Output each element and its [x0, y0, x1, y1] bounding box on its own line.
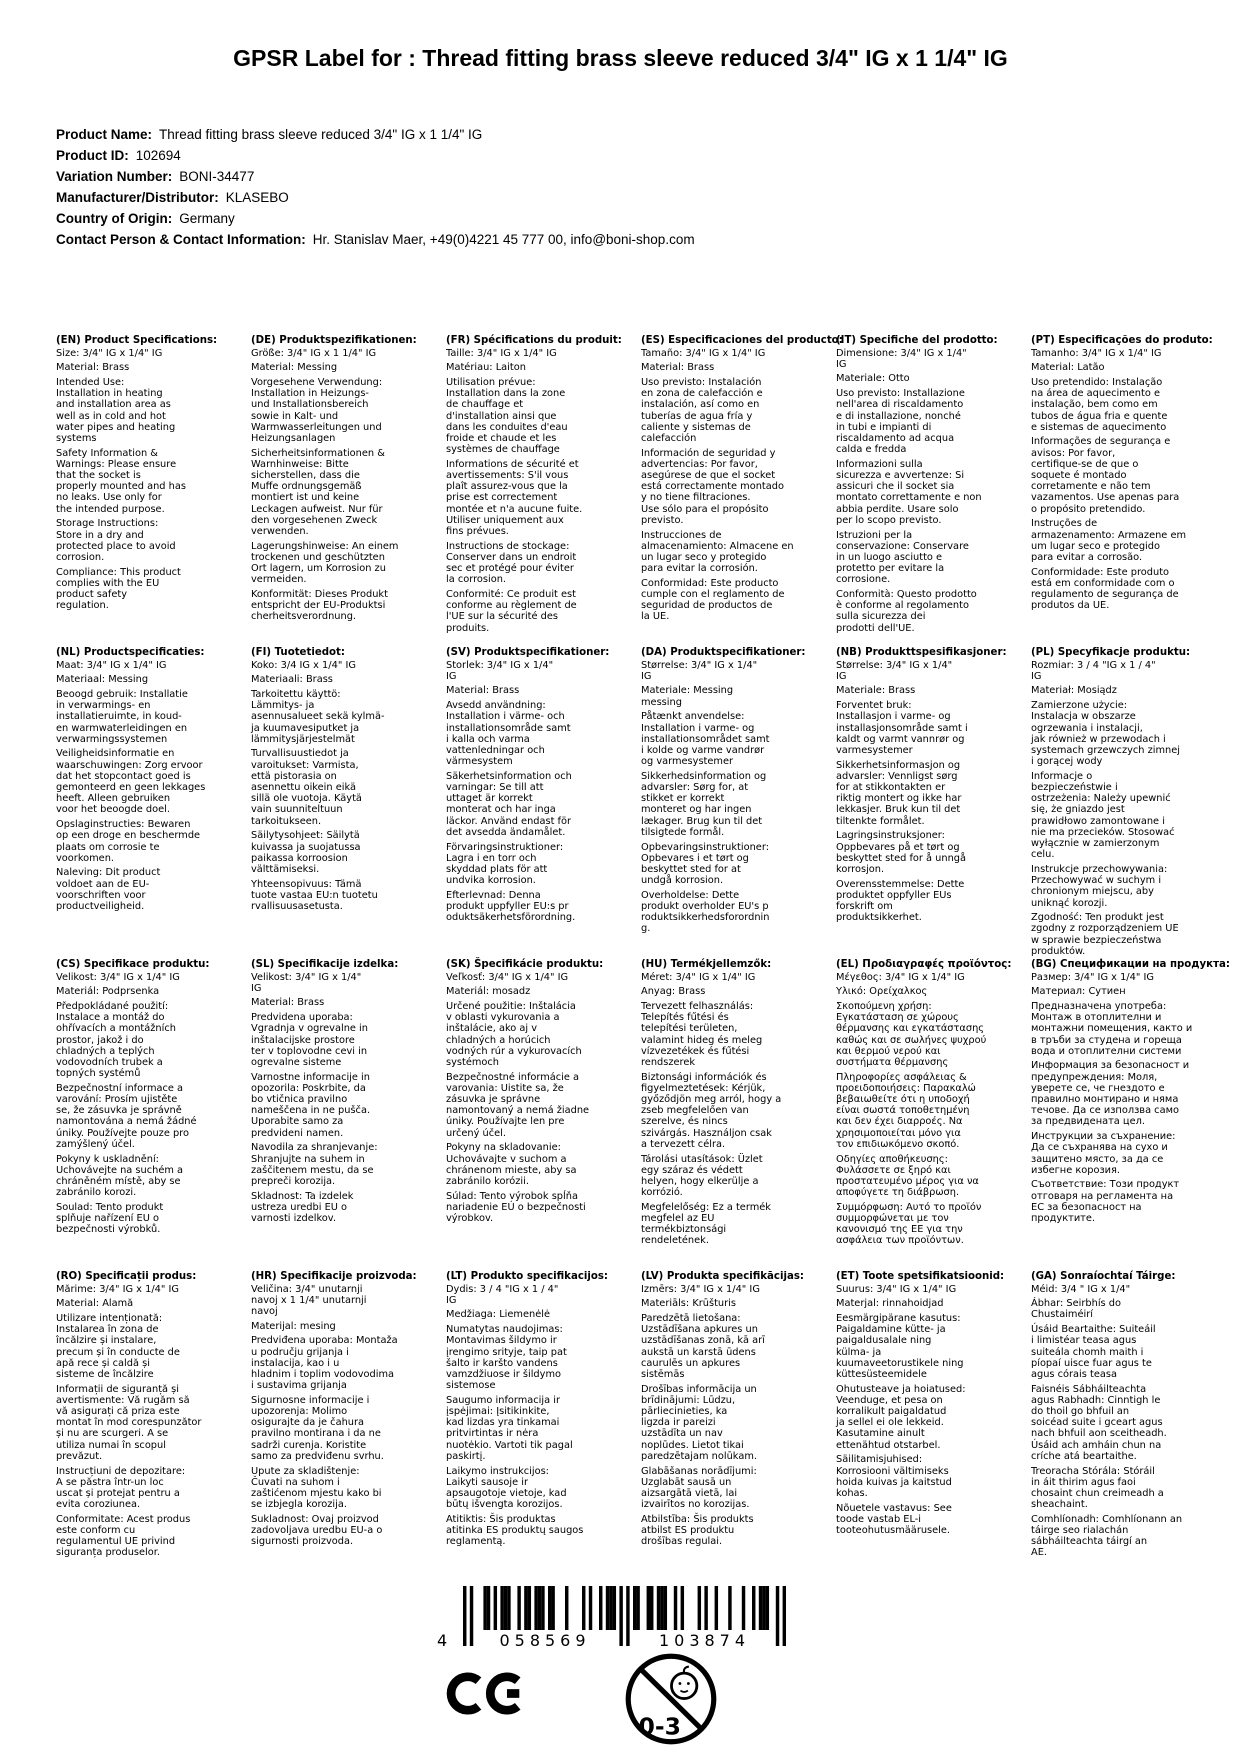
spec-paragraph: Izmērs: 3/4" IG x 1/4" IG	[641, 1283, 760, 1295]
language-specifications-grid	[56, 335, 1230, 1583]
spec-paragraph: Veličina: 3/4" unutarnji navoj x 1 1/4" unutarnji navoj	[251, 1283, 367, 1317]
spec-paragraph: Material: Brass	[446, 685, 520, 697]
spec-paragraph: Beoogd gebruik: Installatie in verwarmings- en installatieruimte, in koud- en warmwaterleidingen en verwarmingssystemen	[56, 688, 188, 745]
spec-paragraph: Treoracha Stórála: Stóráil in áit thirim agus faoi chosaint chun creimeadh a sheachaint.	[1031, 1465, 1164, 1511]
spec-paragraph: Istruzioni per la conservazione: Conservare in un luogo asciutto e protetto per evitare la corrosione.	[836, 529, 969, 586]
lang-block-heading: (NL) Productspecificaties:	[56, 647, 205, 658]
spec-paragraph: Saugumo informacija ir įspėjimai: Įsitikinkite, kad lizdas yra tinkamai pritvirtintas ir nėra nuotėkio. Vartoti tik pagal paskirtį.	[446, 1394, 573, 1462]
lang-block-heading: (ET) Toote spetsifikatsioonid:	[836, 1271, 1005, 1282]
spec-paragraph: Materiale: Messing messing	[641, 685, 734, 708]
lang-block-heading: (EL) Προδιαγραφές προϊόντος:	[836, 959, 1012, 970]
spec-paragraph: Pokyny k uskladnění: Uchovávejte na suchém a chráněném místě, aby se zabránilo korozi.	[56, 1153, 184, 1199]
product-info-value: BONI-34477	[179, 169, 255, 184]
spec-paragraph: Informazioni sulla sicurezza e avvertenze: Si assicuri che il socket sia montato correttamente e non abbia perdite. Usare solo per lo scopo previsto.	[836, 458, 982, 526]
spec-paragraph: Conformidade: Este produto está em conformidade com o regulamento de segurança de produtos da UE.	[1031, 566, 1179, 612]
spec-paragraph: Faisnéis Sábháilteachta agus Rabhadh: Cinntigh le do thoil go bhfuil an soicéad suite i gceart agus nach bhfuil aon sceitheadh. Úsáid ach amháin chun na críche atá beartaithe.	[1031, 1383, 1167, 1462]
ce-mark-icon	[446, 1670, 536, 1717]
lang-block-hr	[251, 1271, 429, 1583]
spec-paragraph: Bezpečnostné informácie a varovania: Uistite sa, že zásuvka je správne namontovaný a nemá žiadne úniky. Používajte len pre určený účel.	[446, 1071, 590, 1139]
spec-paragraph: Ohutusteave ja hoiatused: Veenduge, et pesa on korralikult paigaldatud ja sellel ei ole lekkeid. Kasutamine ainult ettenähtud otstarbel.	[836, 1383, 966, 1451]
spec-paragraph: Conformidad: Este producto cumple con el reglamento de seguridad de productos de la UE.	[641, 577, 785, 623]
spec-paragraph: Förvaringsinstruktioner: Lagra i en torr och skyddad plats för att undvika korrosion.	[446, 841, 564, 887]
lang-block-da	[641, 647, 819, 959]
spec-paragraph: Instrukcje przechowywania: Przechowywać w suchym i chronionym miejscu, aby uniknąć korozji.	[1031, 863, 1168, 909]
spec-paragraph: Οδηγίες αποθήκευσης: Φυλάσσετε σε ξηρό και προστατευμένο μέρος για να αποφύγετε τη διάβρωση.	[836, 1153, 979, 1199]
spec-paragraph: Инструкции за съхранение: Да се съхранява на сухо и защитено място, за да се избегне корозия.	[1031, 1131, 1176, 1176]
lang-block-sl	[251, 959, 429, 1271]
spec-paragraph: Avsedd användning: Installation i värme- och installationsområde samt i kalla och varma vattenledningar och värmesystem	[446, 700, 571, 768]
spec-paragraph: Informações de segurança e avisos: Por favor, certifique-se de que o soquete é montado corretamente e não tem vazamentos. Use apenas para o propósito pretendido.	[1031, 436, 1180, 515]
lang-block-ro	[56, 1271, 234, 1583]
spec-paragraph: Nõuetele vastavus: See toode vastab EL-i tooteohutusmäärusele.	[836, 1502, 952, 1537]
spec-paragraph: Overholdelse: Dette produkt overholder EU's p roduktsikkerhedsforordnin g.	[641, 889, 770, 935]
spec-paragraph: Информация за безопасност и предупреждения: Моля, уверете се, че гнездото е правилно монтирано и няма течове. Да се използва само за предвидената цел.	[1031, 1060, 1190, 1128]
product-info-row	[56, 166, 1241, 187]
spec-paragraph: Sikkerhedsinformation og advarsler: Sørg for, at stikket er korrekt monteret og har ingen lækager. Brug kun til det tilsigtede formål.	[641, 770, 767, 838]
spec-paragraph: Opslaginstructies: Bewaren op een droge en beschermde plaats om corrosie te voorkomen.	[56, 819, 201, 864]
spec-paragraph: Materiál: Podprsenka	[56, 986, 160, 998]
spec-paragraph: Material: Messing	[251, 362, 338, 374]
spec-paragraph: Utilisation prévue: Installation dans la zone de chauffage et d'installation ainsi que dans les conduites d'eau froide et chaude et les systèmes de chauffage	[446, 376, 568, 456]
spec-paragraph: Instrucțiuni de depozitare: A se păstra într-un loc uscat și protejat pentru a evita coroziunea.	[56, 1465, 186, 1511]
age-warning-0-3-icon	[624, 1652, 718, 1746]
spec-paragraph: Material: Latão	[1031, 362, 1105, 374]
lang-block-heading: (DE) Produktspezifikationen:	[251, 335, 417, 346]
lang-block-heading: (HR) Specifikacije proizvoda:	[251, 1271, 417, 1282]
spec-paragraph: Storlek: 3/4" IG x 1/4" IG	[446, 659, 554, 682]
spec-paragraph: Material: Brass	[56, 362, 130, 374]
spec-paragraph: Uso previsto: Installazione nell'area di riscaldamento e di installazione, nonché in tubi e impianti di riscaldamento ad acqua calda e fredda	[836, 388, 965, 456]
product-info-label: Contact Person & Contact Information:	[56, 232, 306, 247]
spec-paragraph: Materiał: Mosiądz	[1031, 685, 1117, 697]
spec-paragraph: Tamanho: 3/4" IG x 1/4" IG	[1031, 347, 1162, 359]
spec-paragraph: Predviđena uporaba: Montaža u području grijanja i instalacija, kao i u hladnim i toplim vodovodima i sustavima grijanja	[251, 1335, 398, 1392]
product-info-label: Country of Origin:	[56, 211, 173, 226]
spec-paragraph: Uso pretendido: Instalação na área de aquecimento e instalação, bem como em tubos de água fria e quente e sistemas de aquecimento	[1031, 376, 1168, 433]
spec-paragraph: Předpokládané použití: Instalace a montáž do ohřívacích a montážních prostor, jakož i do chladných a teplých vodovodních trubek a topných systémů	[56, 1000, 176, 1080]
spec-paragraph: Размер: 3/4" IG x 1/4" IG	[1031, 971, 1154, 983]
spec-paragraph: Material: Brass	[641, 362, 715, 374]
spec-paragraph: Utilizare intenționată: Instalarea în zona de încălzire și instalare, precum și în conducte de apă rece și caldă și sisteme de încălzire	[56, 1312, 180, 1380]
spec-paragraph: Sigurnosne informacije i upozorenja: Molimo osigurajte da je čahura pravilno montirana i da ne sadrži curenja. Koristite samo za predviđenu svrhu.	[251, 1394, 384, 1462]
age-warning-label: 0-3	[638, 1712, 681, 1741]
spec-paragraph: Turvallisuustiedot ja varoitukset: Varmista, että pistorasia on asennettu oikein eikä sillä ole vuotoja. Käytä vain suunniteltuun tarkoitukseen.	[251, 748, 362, 827]
lang-block-et	[836, 1271, 1014, 1583]
spec-paragraph: Súlad: Tento výrobok spĺňa nariadenie EÚ o bezpečnosti výrobkov.	[446, 1190, 586, 1225]
lang-block-fi	[251, 647, 429, 959]
product-info-value: Hr. Stanislav Maer, +49(0)4221 45 777 00, info@boni-shop.com	[312, 232, 695, 247]
spec-paragraph: Varnostne informacije in opozorila: Poskrbite, da bo vtičnica pravilno nameščena in ne pušča. Uporabite samo za predvideni namen.	[251, 1071, 371, 1139]
lang-block-cs	[56, 959, 234, 1271]
spec-paragraph: Yhteensopivuus: Tämä tuote vastaa EU:n tuotetu rvallisuusasetusta.	[251, 878, 378, 913]
ean-barcode	[437, 1586, 786, 1652]
spec-paragraph: Megfelelőség: Ez a termék megfelel az EU termékbiztonsági rendeletének.	[641, 1201, 771, 1247]
lang-block-heading: (NB) Produkttspesifikasjoner:	[836, 647, 1007, 658]
spec-paragraph: Eesmärgipärane kasutus: Paigaldamine kütte- ja paigaldusalale ning külma- ja kuumaveetorustikele ning küttesüsteemidele	[836, 1312, 964, 1380]
spec-paragraph: Συμμόρφωση: Αυτό το προϊόν συμμορφώνεται με τον κανονισμό της ΕΕ για την ασφάλεια των προϊόντων.	[836, 1201, 982, 1247]
spec-paragraph: Drošības informācija un brīdinājumi: Lūdzu, pārliecinieties, ka ligzda ir pareizi uzstādīta un nav noplūdes. Lietot tikai paredzētajam nolūkam.	[641, 1383, 757, 1462]
spec-paragraph: Comhlíonadh: Comhlíonann an táirge seo rialachán sábháilteachta táirgí an AE.	[1031, 1513, 1183, 1559]
spec-paragraph: Velikost: 3/4" IG x 1/4" IG	[56, 971, 180, 983]
spec-paragraph: Opbevaringsinstruktioner: Opbevares i et tørt og beskyttet sted for at undgå korrosion.	[641, 841, 769, 887]
spec-paragraph: Mărime: 3/4" IG x 1/4" IG	[56, 1283, 179, 1295]
lang-block-nb	[836, 647, 1014, 959]
spec-paragraph: Forventet bruk: Installasjon i varme- og installasjonsområde samt i kaldt og varmt vannrør og varmesystemer	[836, 700, 968, 756]
spec-paragraph: Taille: 3/4" IG x 1/4" IG	[446, 347, 557, 359]
spec-paragraph: Dydis: 3 / 4 "IG x 1 / 4" IG	[446, 1283, 559, 1306]
spec-paragraph: Съответствие: Този продукт отговаря на регламента на ЕС за безопасност на продуктите.	[1031, 1179, 1180, 1225]
product-info-row	[56, 208, 1241, 229]
spec-paragraph: Predvidena uporaba: Vgradnja v ogrevalne in inštalacijske prostore ter v toplovodne cevi in ogrevalne sisteme	[251, 1012, 368, 1068]
spec-paragraph: Conformitate: Acest produs este conform cu regulamentul UE privind siguranța produselor.	[56, 1513, 191, 1559]
spec-paragraph: Sicherheitsinformationen & Warnhinweise: Bitte sicherstellen, dass die Muffe ordnungsgemäß montiert ist und keine Leckagen aufweist. Nur für den vorgesehenen Zweck verwenden.	[251, 447, 385, 538]
spec-paragraph: Instructions de stockage: Conserver dans un endroit sec et protégé pour éviter la corrosion.	[446, 540, 577, 586]
spec-paragraph: Určené použitie: Inštalácia v oblasti vykurovania a inštalácie, ako aj v chladných a horúcich vodných rúr a vykurovacích systémoch	[446, 1000, 582, 1068]
spec-paragraph: Informacje o bezpieczeństwie i ostrzeżenia: Należy upewnić się, że gniazdo jest prawidłowo zamontowane i nie ma przecieków. Stosować wyłącznie w zamierzonym celu.	[1031, 770, 1175, 861]
spec-paragraph: Materiaal: Messing	[56, 674, 149, 686]
product-info-label: Manufacturer/Distributor:	[56, 190, 219, 205]
spec-paragraph: Biztonsági információk és figyelmeztetések: Kérjük, győződjön meg arról, hogy a zseb megfelelően van szerelve, és nincs szivárgás. Használjon csak a tervezett célra.	[641, 1071, 782, 1150]
spec-paragraph: Bezpečnostní informace a varování: Prosím ujistěte se, že zásuvka je správně namontována a nemá žádné úniky. Používejte pouze pro zamýšlený účel.	[56, 1082, 197, 1150]
spec-paragraph: Instruções de armazenamento: Armazene em um lugar seco e protegido para evitar a corrosão.	[1031, 518, 1187, 563]
spec-paragraph: Velikost: 3/4" IG x 1/4" IG	[251, 971, 362, 994]
spec-paragraph: Conformità: Questo prodotto è conforme al regolamento sulla sicurezza dei prodotti dell'UE.	[836, 589, 977, 634]
spec-paragraph: Información de seguridad y advertencias: Por favor, asegúrese de que el socket está correctamente montado y no tiene filtraciones. Use sólo para el propósito previsto.	[641, 447, 784, 526]
lang-block-lv	[641, 1271, 819, 1583]
barcode-digits-right: 103874	[658, 1631, 751, 1650]
lang-block-heading: (ES) Especificaciones del producto:	[641, 335, 843, 346]
spec-paragraph: Instrucciones de almacenamiento: Almacene en un lugar seco y protegido para evitar la corrosión.	[641, 529, 794, 575]
spec-paragraph: Предназначена употреба: Монтаж в отоплителни и монтажни помещения, както и в тръби за студена и гореща вода и отоплителни системи	[1031, 1000, 1193, 1057]
spec-paragraph: Πληροφορίες ασφάλειας & προειδοποιήσεις: Παρακαλώ βεβαιωθείτε ότι η υποδοχή είναι σωστά τοποθετημένη και δεν έχει διαρροές. Να χρησιμοποιείται μόνο για τον επιδιωκόμενο σκοπό.	[836, 1071, 976, 1150]
spec-paragraph: Medžiaga: Liemenėlė	[446, 1309, 550, 1321]
spec-paragraph: Lagringsinstruksjoner: Oppbevares på et tørt og beskyttet sted for å unngå korrosjon.	[836, 830, 966, 875]
product-info-value: 102694	[135, 148, 181, 163]
spec-paragraph: Materiale: Otto	[836, 373, 910, 385]
spec-paragraph: Rozmiar: 3 / 4 "IG x 1 / 4" IG	[1031, 659, 1156, 682]
spec-paragraph: Vorgesehene Verwendung: Installation in Heizungs- und Installationsbereich sowie in Kalt- und Warmwasserleitungen und Heizungsanlagen	[251, 376, 383, 444]
lang-block-heading: (EN) Product Specifications:	[56, 335, 218, 346]
lang-block-lt	[446, 1271, 624, 1583]
spec-paragraph: Navodila za shranjevanje: Shranjujte na suhem in zaščitenem mestu, da se prepreči korozija.	[251, 1142, 378, 1187]
spec-paragraph: Påtænkt anvendelse: Installation i varme- og installationsområdet samt i kolde og varme vandrør og varmesystemer	[641, 711, 770, 768]
lang-block-fr	[446, 335, 624, 647]
product-info-row	[56, 229, 1241, 250]
lang-block-heading: (FI) Tuotetiedot:	[251, 647, 345, 658]
spec-paragraph: Материал: Сутиен	[1031, 986, 1126, 998]
spec-paragraph: Dimensione: 3/4" IG x 1/4" IG	[836, 347, 967, 370]
spec-paragraph: Skladnost: Ta izdelek ustreza uredbi EU o varnosti izdelkov.	[251, 1190, 354, 1225]
lang-block-heading: (FR) Spécifications du produit:	[446, 335, 622, 346]
lang-block-heading: (LT) Produkto specifikacijos:	[446, 1271, 608, 1282]
product-info	[56, 124, 1241, 250]
spec-paragraph: Σκοπούμενη χρήση: Εγκατάσταση σε χώρους θέρμανσης και εγκατάστασης καθώς και σε σωλήνες ψυχρού και θερμού νερού και συστήματα θέρμανσης	[836, 1000, 987, 1068]
spec-paragraph: Efterlevnad: Denna produkt uppfyller EU:s pr oduktsäkerhetsförordning.	[446, 889, 576, 924]
lang-block-it	[836, 335, 1014, 647]
spec-paragraph: Méid: 3/4 " IG x 1/4"	[1031, 1283, 1131, 1295]
spec-paragraph: Méret: 3/4" IG x 1/4" IG	[641, 971, 756, 983]
product-info-value: Germany	[179, 211, 235, 226]
lang-block-heading: (CS) Specifikace produktu:	[56, 959, 210, 970]
spec-paragraph: Paredzētā lietošana: Uzstādīšana apkures un uzstādīšanas zonā, kā arī aukstā un karstā ūdens caurulēs un apkures sistēmās	[641, 1312, 765, 1380]
spec-paragraph: Materjal: rinnahoidjad	[836, 1298, 944, 1310]
lang-block-heading: (DA) Produktspecifikationer:	[641, 647, 806, 658]
lang-block-es	[641, 335, 843, 647]
spec-paragraph: Size: 3/4" IG x 1/4" IG	[56, 347, 163, 359]
spec-paragraph: Säilitamisjuhised: Korrosiooni vältimiseks hoida kuivas ja kaitstud kohas.	[836, 1454, 952, 1499]
spec-paragraph: Informații de siguranță și avertismente: Vă rugăm să vă asigurați că priza este montat în mod corespunzător și nu are scurgeri. A se utiliza numai în scopul prevăzut.	[56, 1383, 202, 1462]
spec-paragraph: Úsáid Beartaithe: Suiteáil i limistéar teasa agus suiteála chomh maith i píopaí uisce fuar agus te agus córais teasa	[1031, 1324, 1156, 1380]
barcode-digit-first: 4	[437, 1631, 448, 1650]
lang-block-sk	[446, 959, 624, 1271]
spec-paragraph: Storage Instructions: Store in a dry and protected place to avoid corrosion.	[56, 518, 176, 563]
lang-block-en	[56, 335, 234, 647]
spec-paragraph: Lagerungshinweise: An einem trockenen und geschützten Ort lagern, um Korrosion zu vermeiden.	[251, 540, 399, 586]
spec-paragraph: Overensstemmelse: Dette produktet oppfyller EUs forskrift om produktsikkerhet.	[836, 878, 965, 924]
product-info-label: Product Name:	[56, 127, 153, 142]
spec-paragraph: Materiāls: Krūšturis	[641, 1298, 736, 1310]
lang-block-heading: (HU) Termékjellemzők:	[641, 959, 772, 970]
spec-paragraph: Größe: 3/4" IG x 1 1/4" IG	[251, 347, 377, 359]
spec-paragraph: Atitiktis: Šis produktas atitinka ES produktų saugos reglamentą.	[446, 1513, 584, 1548]
product-info-label: Variation Number:	[56, 169, 173, 184]
spec-paragraph: Material: Alamă	[56, 1298, 134, 1310]
lang-block-heading: (RO) Specificații produs:	[56, 1271, 197, 1282]
lang-block-pt	[1031, 335, 1213, 647]
spec-paragraph: Intended Use: Installation in heating and installation area as well as in cold and hot water pipes and heating systems	[56, 376, 176, 444]
spec-paragraph: Säkerhetsinformation och varningar: Se till att uttaget är korrekt monterat och har inga läckor. Använd endast för det avsedda ändamålet.	[446, 770, 572, 838]
spec-paragraph: Zamierzone użycie: Instalacja w obszarze ogrzewania i instalacji, jak również w przewodach i systemach grzewczych zimnej i gorącej wody	[1031, 700, 1180, 768]
lang-block-nl	[56, 647, 234, 959]
spec-paragraph: Upute za skladištenje: Čuvati na suhom i zaštićenom mjestu kako bi se izbjegla korozija.	[251, 1465, 382, 1511]
lang-block-heading: (SL) Specifikacije izdelka:	[251, 959, 399, 970]
spec-paragraph: Materiaali: Brass	[251, 674, 333, 686]
lang-block-heading: (LV) Produkta specifikācijas:	[641, 1271, 804, 1282]
spec-paragraph: Sikkerhetsinformasjon og advarsler: Vennligst sørg for at stikkontakten er riktig montert og ikke har lekkasjer. Bruk kun til det tiltenkte formålet.	[836, 759, 962, 827]
product-info-row	[56, 145, 1241, 166]
spec-paragraph: Materijal: mesing	[251, 1320, 336, 1332]
spec-paragraph: Naleving: Dit product voldoet aan de EU- voorschriften voor productveiligheid.	[56, 867, 161, 913]
spec-paragraph: Υλικό: Ορείχαλκος	[836, 986, 928, 998]
spec-paragraph: Conformité: Ce produit est conforme au règlement de l'UE sur la sécurité des produits.	[446, 589, 577, 634]
spec-paragraph: Compliance: This product complies with the EU product safety regulation.	[56, 566, 181, 612]
spec-paragraph: Matériau: Laiton	[446, 362, 526, 374]
product-info-value: KLASEBO	[225, 190, 289, 205]
spec-paragraph: Tervezett felhasználás: Telepítés fűtési és telepítési területen, valamint hideg és meleg vízvezetékek és fűtési rendszerek	[641, 1000, 763, 1068]
spec-paragraph: Laikymo instrukcijos: Laikyti sausoje ir apsaugotoje vietoje, kad būtų išvengta korozijos.	[446, 1465, 567, 1511]
lang-block-heading: (BG) Спецификации на продукта:	[1031, 959, 1230, 970]
spec-paragraph: Materiál: mosadz	[446, 986, 531, 998]
spec-paragraph: Uso previsto: Instalación en zona de calefacción e instalación, así como en tuberías de agua fría y caliente y sistemas de calefacción	[641, 376, 763, 444]
spec-paragraph: Ábhar: Seirbhís do Chustaiméirí	[1031, 1298, 1121, 1321]
spec-paragraph: Tárolási utasítások: Üzlet egy száraz és védett helyen, hogy elkerülje a korrózió.	[641, 1153, 763, 1199]
spec-paragraph: Μέγεθος: 3/4" IG x 1/4" IG	[836, 971, 965, 983]
spec-paragraph: Tarkoitettu käyttö: Lämmitys- ja asennusalueet sekä kylmä- ja kuumavesiputket ja lämmitysjärjestelmät	[251, 688, 385, 745]
spec-paragraph: Konformität: Dieses Produkt entspricht der EU-Produktsi cherheitsverordnung.	[251, 589, 388, 623]
spec-paragraph: Glabāšanas norādījumi: Uzglabāt sausā un aizsargātā vietā, lai izvairītos no korozijas.	[641, 1465, 757, 1511]
spec-paragraph: Tamaño: 3/4" IG x 1/4" IG	[641, 347, 766, 359]
spec-paragraph: Størrelse: 3/4" IG x 1/4" IG	[641, 659, 758, 682]
lang-block-el	[836, 959, 1014, 1271]
spec-paragraph: Atbilstība: Šis produkts atbilst ES produktu drošības regulai.	[641, 1513, 754, 1548]
spec-paragraph: Veľkosť: 3/4" IG x 1/4" IG	[446, 971, 569, 983]
spec-paragraph: Material: Brass	[251, 997, 325, 1009]
spec-paragraph: Størrelse: 3/4" IG x 1/4" IG	[836, 659, 953, 682]
product-info-value: Thread fitting brass sleeve reduced 3/4" IG x 1 1/4" IG	[159, 127, 483, 142]
spec-paragraph: Soulad: Tento produkt splňuje nařízení EU o bezpečnosti výrobků.	[56, 1201, 164, 1236]
lang-block-heading: (GA) Sonraíochtaí Táirge:	[1031, 1271, 1176, 1282]
spec-paragraph: Koko: 3/4 IG x 1/4" IG	[251, 659, 356, 671]
product-info-row	[56, 187, 1241, 208]
spec-paragraph: Veiligheidsinformatie en waarschuwingen: Zorg ervoor dat het stopcontact goed is gemonteerd en geen lekkages heeft. Alleen gebruiken voor het beoogde doel.	[56, 748, 206, 816]
spec-paragraph: Suurus: 3/4" IG x 1/4" IG	[836, 1283, 957, 1295]
lang-block-hu	[641, 959, 819, 1271]
spec-paragraph: Safety Information & Warnings: Please ensure that the socket is properly mounted and has no leaks. Use only for the intended purpose.	[56, 447, 186, 515]
spec-paragraph: Sukladnost: Ovaj proizvod zadovoljava uredbu EU-a o sigurnosti proizvoda.	[251, 1513, 383, 1548]
lang-block-heading: (PT) Especificações do produto:	[1031, 335, 1213, 346]
page-title: GPSR Label for : Thread fitting brass sleeve reduced 3/4" IG x 1 1/4" IG	[233, 45, 1008, 71]
spec-paragraph: Materiale: Brass	[836, 685, 916, 697]
lang-block-heading: (SV) Produktspecifikationer:	[446, 647, 610, 658]
spec-paragraph: Pokyny na skladovanie: Uchovávajte v suchom a chránenom mieste, aby sa zabránilo korózii.	[446, 1142, 577, 1187]
spec-paragraph: Säilytysohjeet: Säilytä kuivassa ja suojatussa paikassa korroosion välttämiseksi.	[251, 830, 361, 875]
lang-block-heading: (SK) Špecifikácie produktu:	[446, 959, 604, 970]
lang-block-pl	[1031, 647, 1209, 959]
lang-block-bg	[1031, 959, 1230, 1271]
lang-block-sv	[446, 647, 624, 959]
spec-paragraph: Numatytas naudojimas: Montavimas šildymo ir įrengimo srityje, taip pat šalto ir karšto vandens vamzdžiuose ir šildymo sistemose	[446, 1324, 567, 1392]
product-info-label: Product ID:	[56, 148, 129, 163]
spec-paragraph: Maat: 3/4" IG x 1/4" IG	[56, 659, 167, 671]
product-info-row	[56, 124, 1241, 145]
spec-paragraph: Zgodność: Ten produkt jest zgodny z rozporządzeniem UE w sprawie bezpieczeństwa produktów.	[1031, 912, 1179, 957]
lang-block-ga	[1031, 1271, 1209, 1583]
spec-paragraph: Anyag: Brass	[641, 986, 706, 998]
lang-block-heading: (IT) Specifiche del prodotto:	[836, 335, 998, 346]
lang-block-heading: (PL) Specyfikacje produktu:	[1031, 647, 1191, 658]
barcode-digits-left: 058569	[499, 1631, 591, 1650]
lang-block-de	[251, 335, 429, 647]
spec-paragraph: Informations de sécurité et avertissements: S'il vous plaît assurez-vous que la prise est correctement montée et n'a aucune fuite. Utiliser uniquement aux fins prévues.	[446, 458, 583, 538]
